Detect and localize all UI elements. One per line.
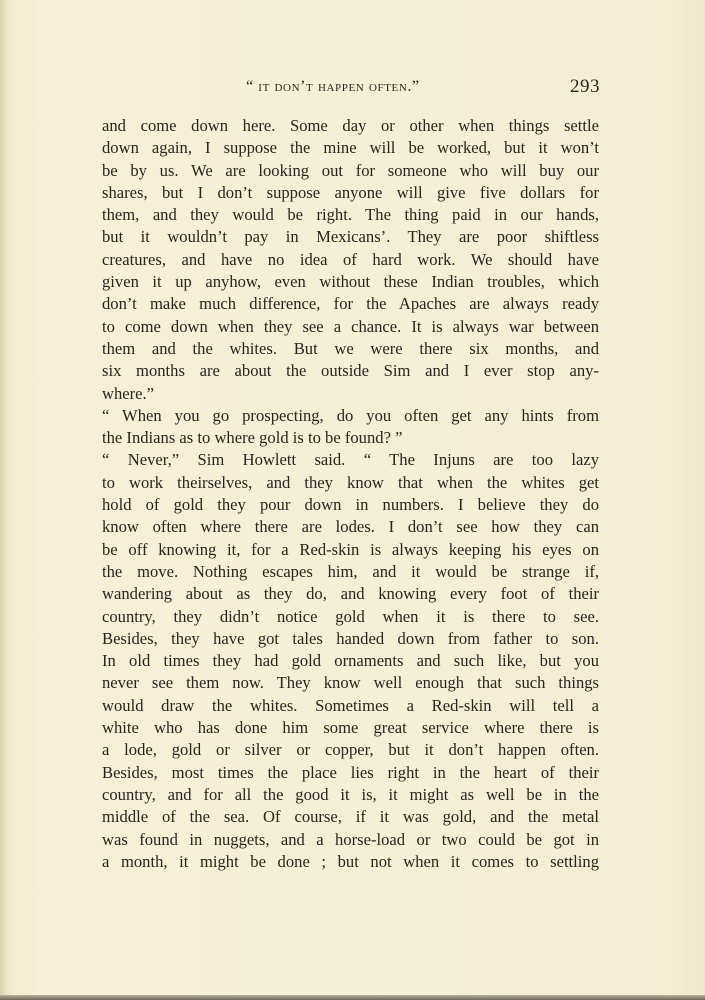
text-line: Besides, they have got tales handed down from father to son. [102,628,599,648]
text-line: hold of gold they pour down in numbers. I believe they do [102,495,599,515]
text-line: them, and they would be right. The thing paid in our hands, [102,205,599,225]
text-line: down again, I suppose the mine will be worked, but it won’t [102,138,599,158]
text-line: don’t make much difference, for the Apaches are always ready [102,294,599,314]
text-line: the Indians as to where gold is to be found? ” [102,428,403,448]
text-line: was found in nuggets, and a horse-load or two could be got in [102,829,599,849]
text-line: six months are about the outside Sim and I ever stop any- [102,361,599,381]
text-line: white who has done him some great service where there is [102,718,599,738]
text-line: country, they didn’t notice gold when it is there to see. [102,606,599,626]
text-line: to come down when they see a chance. It is always war between [102,316,599,336]
text-line: shares, but I don’t suppose anyone will give five dollars for [102,182,599,202]
text-line: and come down here. Some day or other when things settle [102,116,599,135]
text-line: given it up anyhow, even without these Indian troubles, which [102,272,599,292]
text-line: a month, it might be done ; but not when it comes to settling [102,851,599,871]
body-text [102,115,599,873]
page-bottom-edge [0,995,705,1000]
text-line: country, and for all the good it is, it might as well be in the [102,784,599,804]
text-line: be by us. We are looking out for someone who will buy our [102,160,599,180]
text-line: them and the whites. But we were there six months, and [102,338,599,358]
text-line: the move. Nothing escapes him, and it would be strange if, [102,561,599,581]
text-line: a lode, gold or silver or copper, but it don’t happen often. [102,740,599,760]
text-line: “ Never,” Sim Howlett said. “ The Injuns are too lazy [102,450,599,470]
text-line: middle of the sea. Of course, if it was gold, and the metal [102,807,599,827]
text-line: to work theirselves, and they know that when the whites get [102,472,599,492]
text-line: creatures, and have no idea of hard work. We should have [102,249,599,269]
text-line: but it wouldn’t pay in Mexicans’. They are poor shiftless [102,227,599,247]
text-line: be off knowing it, for a Red-skin is always keeping his eyes on [102,539,599,559]
text-line: would draw the whites. Sometimes a Red-skin will tell a [102,695,599,715]
text-line: In old times they had gold ornaments and such like, but you [102,651,599,671]
running-head [100,76,600,102]
running-title: “ it don’t happen often.” [246,78,420,95]
text-line: where.” [102,383,155,403]
page-binding-edge [0,0,6,1000]
text-line: never see them now. They know well enough that such things [102,673,599,693]
page-number: 293 [570,76,600,97]
text-line: “ When you go prospecting, do you often get any hints from [102,405,599,425]
text-line: wandering about as they do, and knowing every foot of their [102,584,599,604]
text-line: Besides, most times the place lies right in the heart of their [102,762,599,782]
text-line: know often where there are lodes. I don’t see how they can [102,517,599,537]
